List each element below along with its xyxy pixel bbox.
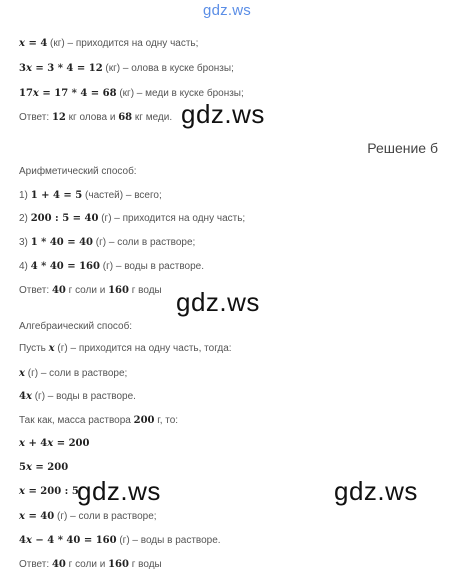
alg-line-5 — [19, 438, 89, 450]
step-text: (частей) – всего; — [82, 190, 162, 201]
alg-answer — [19, 559, 162, 571]
alg-line-2 — [19, 368, 127, 380]
line-text: г, то: — [154, 415, 179, 426]
line-text: (кг) – приходится на одну часть; — [47, 38, 199, 49]
arith-step-2 — [19, 213, 245, 225]
coefficient: 5 — [19, 462, 26, 473]
value: 4 — [40, 38, 48, 49]
step-number: 4) — [19, 261, 28, 272]
variable-x: x — [32, 88, 39, 99]
answer-middle: кг олова и — [65, 112, 119, 123]
variable-x: x — [25, 391, 32, 402]
line-prefix: Так как, масса раствора — [19, 415, 134, 426]
line-text: (кг) – олова в куске бронзы; — [102, 63, 234, 74]
alg-line-4 — [19, 415, 178, 427]
answer-suffix: кг меди. — [132, 112, 173, 123]
arith-step-4 — [19, 261, 204, 273]
arith-step-1 — [19, 190, 162, 202]
alg-line-6 — [19, 462, 68, 474]
expression: = 3 * 4 = 12 — [31, 63, 103, 74]
line-text: (г) – воды в растворе. — [116, 535, 221, 546]
step-expression: 4 * 40 = 160 — [30, 261, 100, 272]
step-expression: 1 * 40 = 40 — [30, 237, 94, 248]
arith-title: Арифметический способ: — [19, 166, 137, 177]
answer-value-2: 68 — [118, 112, 133, 123]
answer-middle: г соли и — [65, 285, 109, 296]
alg-line-1 — [19, 343, 232, 355]
expression: − 4 * 40 = 160 — [31, 535, 117, 546]
answer-middle: г соли и — [65, 559, 109, 570]
step-expression: 1 + 4 = 5 — [30, 190, 83, 201]
expression: + 4 — [24, 438, 48, 449]
variable-x: x — [19, 486, 25, 497]
alg-line-3 — [19, 391, 136, 403]
answer-prefix: Ответ: — [19, 285, 52, 296]
alg-title: Алгебраический способ: — [19, 321, 133, 332]
step-expression: 200 : 5 = 40 — [30, 213, 99, 224]
expression: = 200 : 5 — [24, 486, 79, 497]
alg-line-9 — [19, 535, 221, 547]
line-text: (г) – соли в растворе; — [54, 511, 157, 522]
line-text: (г) – приходится на одну часть, тогда: — [54, 343, 232, 354]
expression-result: = 200 — [53, 438, 90, 449]
mass-value: 200 — [133, 415, 155, 426]
coefficient: 4 — [19, 535, 26, 546]
step-text: (г) – соли в растворе; — [93, 237, 196, 248]
variable-x: x — [19, 511, 25, 522]
step-text: (г) – воды в растворе. — [99, 261, 204, 272]
coefficient: 17 — [19, 88, 33, 99]
line-prefix: Пусть — [19, 343, 49, 354]
expression-result: = 200 — [31, 462, 69, 473]
answer-suffix: г воды — [128, 559, 162, 570]
variable-x: x — [19, 368, 25, 379]
step-number: 2) — [19, 213, 28, 224]
step-text: (г) – приходится на одну часть; — [98, 213, 246, 224]
answer-value-1: 12 — [51, 112, 66, 123]
expression: = 40 — [24, 511, 55, 522]
watermark-3: gdz.ws — [77, 476, 161, 506]
answer-prefix: Ответ: — [19, 112, 52, 123]
top-watermark-link[interactable]: gdz.ws — [203, 2, 251, 19]
step-number: 3) — [19, 237, 28, 248]
line-text: (г) – воды в растворе. — [31, 391, 136, 402]
answer-suffix: г воды — [128, 285, 162, 296]
coefficient: 3 — [19, 63, 26, 74]
arith-step-3 — [19, 237, 195, 249]
step-number: 1) — [19, 190, 28, 201]
coefficient: 4 — [19, 391, 26, 402]
watermark-4: gdz.ws — [334, 476, 418, 506]
variable-x: x — [25, 63, 32, 74]
answer-value-1: 40 — [51, 285, 66, 296]
variable-x: x — [19, 438, 25, 449]
part-a-answer — [19, 112, 172, 124]
section-b-heading: Решение б — [367, 140, 438, 156]
answer-value-2: 160 — [108, 559, 129, 570]
variable-x: x — [19, 38, 25, 49]
watermark-2: gdz.ws — [176, 287, 260, 317]
equals: = — [24, 38, 41, 49]
alg-line-8 — [19, 511, 157, 523]
watermark-1: gdz.ws — [181, 99, 265, 129]
line-text: (г) – соли в растворе; — [24, 368, 128, 379]
part-a-line-1 — [19, 38, 198, 50]
answer-value-2: 160 — [108, 285, 129, 296]
line-text: (кг) – меди в куске бронзы; — [116, 88, 244, 99]
answer-value-1: 40 — [51, 559, 66, 570]
arith-answer — [19, 285, 162, 297]
answer-prefix: Ответ: — [19, 559, 52, 570]
variable-x: x — [25, 462, 32, 473]
variable-x: x — [47, 438, 54, 449]
variable-x: x — [25, 535, 32, 546]
part-a-line-2 — [19, 63, 234, 75]
alg-line-7 — [19, 486, 79, 498]
expression: = 17 * 4 = 68 — [38, 88, 117, 99]
variable-x: x — [48, 343, 55, 354]
